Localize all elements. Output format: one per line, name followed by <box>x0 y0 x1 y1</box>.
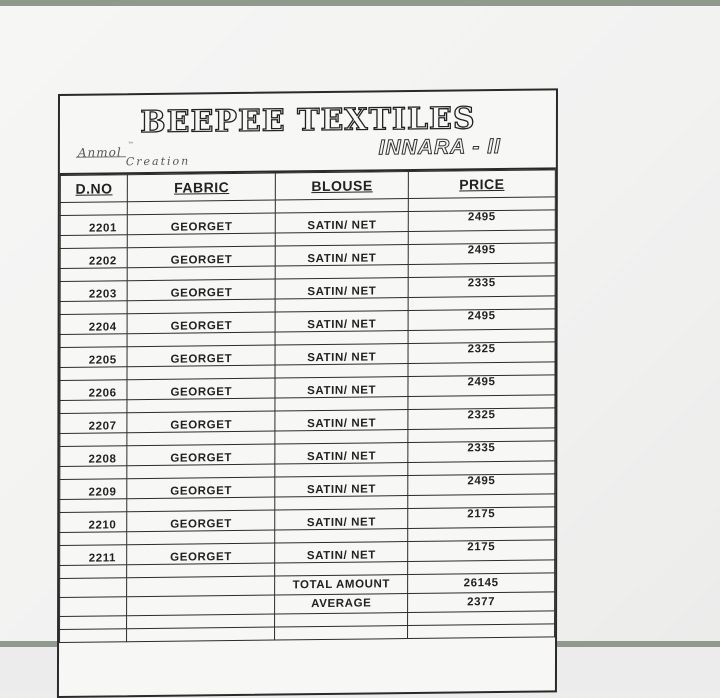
blouse-cell: SATIN/ NET <box>275 509 408 531</box>
design-number-cell: 2203 <box>60 281 127 302</box>
fabric-cell: GEORGET <box>127 345 275 367</box>
fabric-cell: GEORGET <box>127 510 275 532</box>
fabric-cell: GEORGET <box>127 444 275 466</box>
fabric-cell: GEORGET <box>128 279 276 301</box>
price-list-document <box>57 88 558 698</box>
price-cell: 2325 <box>408 342 555 364</box>
blouse-cell: SATIN/ NET <box>275 344 408 366</box>
price-cell: 2495 <box>408 243 555 265</box>
price-cell: 2495 <box>408 474 555 496</box>
column-header-dno: D.NO <box>60 175 127 203</box>
blouse-cell: SATIN/ NET <box>275 410 408 432</box>
design-number-cell: 2202 <box>60 248 127 269</box>
design-number-cell: 2211 <box>60 545 127 566</box>
blouse-cell: SATIN/ NET <box>276 212 409 234</box>
total-amount-label: TOTAL AMOUNT <box>275 575 408 596</box>
logo-line2: Creation <box>125 154 191 169</box>
price-cell: 2175 <box>408 507 555 529</box>
average-label: AVERAGE <box>275 594 408 615</box>
blouse-cell: SATIN/ NET <box>275 476 408 498</box>
price-cell: 2325 <box>408 408 555 430</box>
blouse-cell: SATIN/ NET <box>275 542 408 564</box>
series-name: INNARA - II <box>378 134 501 160</box>
fabric-cell: GEORGET <box>127 543 275 565</box>
column-header-blouse: BLOUSE <box>276 172 409 201</box>
price-cell: 2335 <box>408 276 555 298</box>
fabric-cell: GEORGET <box>128 213 276 235</box>
anmol-creation-logo: Anmol ™ Creation <box>77 141 191 169</box>
design-number-cell: 2210 <box>60 512 127 533</box>
design-number-cell: 2207 <box>60 413 127 434</box>
blouse-cell: SATIN/ NET <box>275 311 408 333</box>
design-number-cell: 2205 <box>60 347 127 368</box>
fabric-cell: GEORGET <box>127 411 275 433</box>
design-number-cell: 2206 <box>60 380 127 401</box>
blouse-cell: SATIN/ NET <box>275 278 408 300</box>
price-cell: 2335 <box>408 441 555 463</box>
fabric-cell: GEORGET <box>127 477 275 499</box>
blouse-cell: SATIN/ NET <box>275 245 408 267</box>
price-table <box>59 169 556 643</box>
design-number-cell: 2201 <box>60 215 127 236</box>
price-cell: 2495 <box>408 210 555 232</box>
paper-sheet <box>0 6 720 641</box>
fabric-cell: GEORGET <box>127 378 275 400</box>
design-number-cell: 2209 <box>60 479 127 500</box>
total-amount-value: 26145 <box>408 573 555 594</box>
blouse-cell: SATIN/ NET <box>275 443 408 465</box>
column-header-fabric: FABRIC <box>128 173 276 202</box>
company-name: BEEPEE TEXTILES <box>140 101 476 141</box>
logo-line1: Anmol <box>77 145 122 160</box>
fabric-cell: GEORGET <box>128 246 276 268</box>
price-cell: 2495 <box>408 309 555 331</box>
average-value: 2377 <box>408 592 555 613</box>
design-number-cell: 2208 <box>60 446 127 467</box>
design-number-cell: 2204 <box>60 314 127 335</box>
column-header-price: PRICE <box>408 170 555 199</box>
fabric-cell: GEORGET <box>127 312 275 334</box>
blouse-cell: SATIN/ NET <box>275 377 408 399</box>
price-cell: 2175 <box>408 540 555 562</box>
price-cell: 2495 <box>408 375 555 397</box>
document-header <box>60 90 556 175</box>
